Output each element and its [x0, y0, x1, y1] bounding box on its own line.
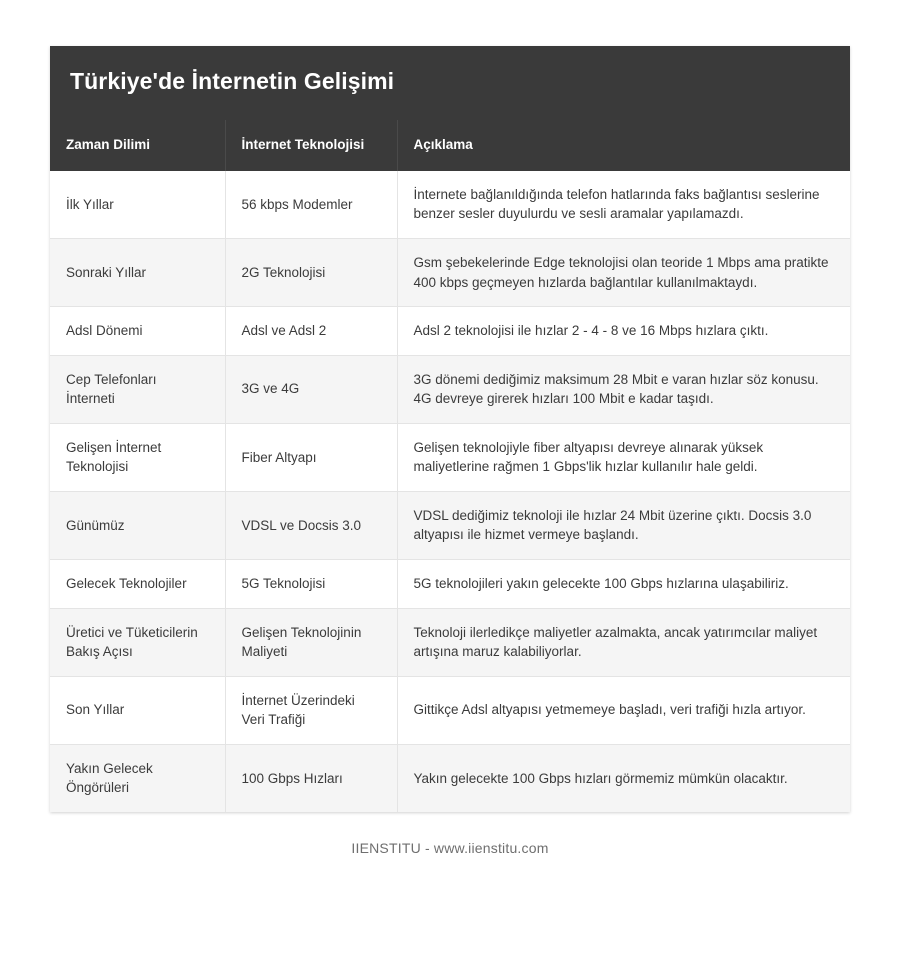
cell-technology: Adsl ve Adsl 2	[225, 307, 397, 356]
cell-description: Gelişen teknolojiyle fiber altyapısı devreye alınarak yüksek maliyetlerine rağmen 1 Gbps'lik hızlar kullanılır hale geldi.	[397, 423, 850, 491]
cell-technology: Gelişen Teknolojinin Maliyeti	[225, 608, 397, 676]
table-row	[50, 238, 850, 306]
cell-technology: 3G ve 4G	[225, 355, 397, 423]
table-card	[50, 46, 850, 812]
table-header-row	[50, 120, 850, 171]
cell-technology: İnternet Üzerindeki Veri Trafiği	[225, 676, 397, 744]
cell-period: Yakın Gelecek Öngörüleri	[50, 744, 225, 812]
footer-attribution: IIENSTITU - www.iienstitu.com	[351, 839, 549, 856]
cell-description: 5G teknolojileri yakın gelecekte 100 Gbps hızlarına ulaşabiliriz.	[397, 560, 850, 609]
cell-technology: 5G Teknolojisi	[225, 560, 397, 609]
column-header-description: Açıklama	[397, 120, 850, 171]
cell-period: Gelişen İnternet Teknolojisi	[50, 423, 225, 491]
cell-description: VDSL dediğimiz teknoloji ile hızlar 24 Mbit üzerine çıktı. Docsis 3.0 altyapısı ile hizmet vermeye başlandı.	[397, 491, 850, 559]
cell-period: Üretici ve Tüketicilerin Bakış Açısı	[50, 608, 225, 676]
cell-technology: 2G Teknolojisi	[225, 238, 397, 306]
column-header-technology: İnternet Teknolojisi	[225, 120, 397, 171]
cell-description: Adsl 2 teknolojisi ile hızlar 2 - 4 - 8 ve 16 Mbps hızlara çıktı.	[397, 307, 850, 356]
cell-description: 3G dönemi dediğimiz maksimum 28 Mbit e varan hızlar söz konusu. 4G devreye girerek hızları 100 Mbit e kadar taşıdı.	[397, 355, 850, 423]
table-header	[50, 120, 850, 171]
table-row	[50, 744, 850, 812]
cell-period: Adsl Dönemi	[50, 307, 225, 356]
cell-technology: VDSL ve Docsis 3.0	[225, 491, 397, 559]
internet-history-table	[50, 120, 850, 812]
table-row	[50, 491, 850, 559]
cell-technology: 100 Gbps Hızları	[225, 744, 397, 812]
table-row	[50, 423, 850, 491]
cell-description: Gsm şebekelerinde Edge teknolojisi olan teoride 1 Mbps ama pratikte 400 kbps geçmeyen hızlarda bağlantılar kullanılmaktaydı.	[397, 238, 850, 306]
table-row	[50, 307, 850, 356]
table-row	[50, 355, 850, 423]
table-body	[50, 171, 850, 812]
cell-description: Yakın gelecekte 100 Gbps hızları görmemiz mümkün olacaktır.	[413, 770, 788, 786]
cell-period: Son Yıllar	[50, 676, 225, 744]
cell-technology: Fiber Altyapı	[225, 423, 397, 491]
cell-technology: 56 kbps Modemler	[225, 171, 397, 239]
cell-period: Günümüz	[50, 491, 225, 559]
column-header-period: Zaman Dilimi	[50, 120, 225, 171]
table-row	[50, 676, 850, 744]
table-row	[50, 560, 850, 609]
table-row	[50, 608, 850, 676]
title-bar	[50, 46, 850, 120]
cell-description: Teknoloji ilerledikçe maliyetler azalmakta, ancak yatırımcılar maliyet artışına maruz kalabiliyorlar.	[397, 608, 850, 676]
cell-period: Cep Telefonları İnterneti	[50, 355, 225, 423]
cell-description: İnternete bağlanıldığında telefon hatlarında faks bağlantısı seslerine benzer sesler duyulurdu ve sesli aramalar yapılamazdı.	[397, 171, 850, 239]
cell-period: İlk Yıllar	[50, 171, 225, 239]
page-title: Türkiye'de İnternetin Gelişimi	[70, 68, 395, 94]
cell-period: Gelecek Teknolojiler	[50, 560, 225, 609]
table-row	[50, 171, 850, 239]
cell-description: Gittikçe Adsl altyapısı yetmemeye başladı, veri trafiği hızla artıyor.	[397, 676, 850, 744]
cell-period: Sonraki Yıllar	[50, 238, 225, 306]
